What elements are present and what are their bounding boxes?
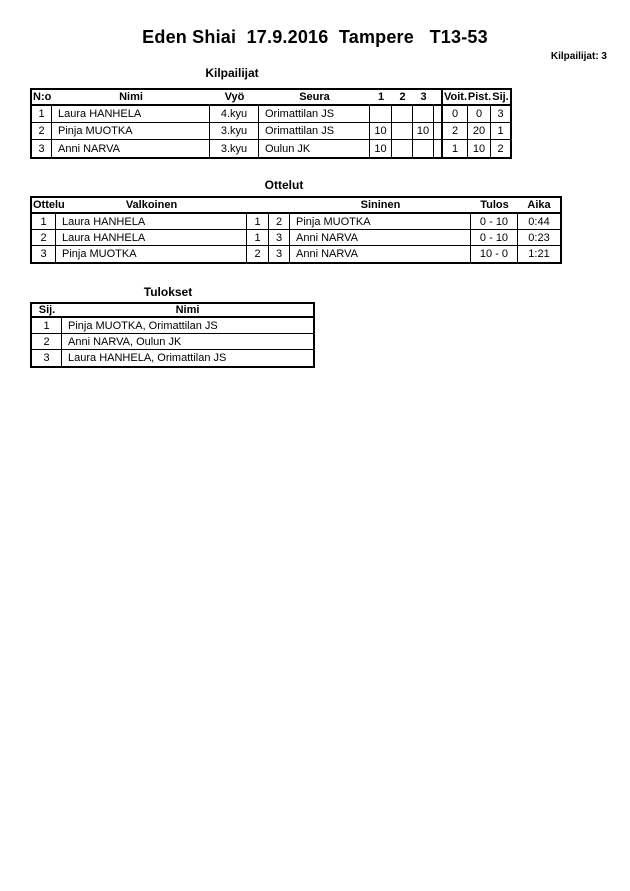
cell-club: Orimattilan JS	[259, 123, 370, 139]
cell-name: Pinja MUOTKA	[52, 123, 210, 139]
col-header-empty	[247, 198, 269, 212]
table-row	[32, 123, 510, 140]
col-header-round-2: 2	[399, 91, 406, 103]
cell-wins: 2	[441, 123, 468, 139]
table-row	[32, 318, 313, 334]
cell-club: Orimattilan JS	[259, 106, 370, 122]
matches-table	[30, 196, 562, 264]
col-header-wins: Voit.	[441, 90, 468, 104]
cell-round-3: 10	[413, 123, 434, 139]
table-row	[32, 230, 560, 246]
cell-round-1: 10	[370, 140, 392, 157]
table-row	[32, 214, 560, 230]
cell-match-no: 2	[32, 230, 56, 245]
col-header-result: Tulos	[480, 199, 509, 211]
section-title-matches: Ottelut	[264, 178, 304, 192]
table-row	[32, 350, 313, 366]
cell-wins: 0	[441, 106, 468, 122]
cell-white-no: 1	[247, 214, 269, 229]
col-header-place: Sij.	[492, 91, 509, 103]
cell-place: 1	[32, 318, 62, 333]
cell-round-3	[413, 140, 434, 157]
cell-round-2	[392, 123, 413, 139]
column-gap	[434, 90, 441, 104]
cell-name: Laura HANHELA, Orimattilan JS	[68, 352, 227, 364]
column-gap	[434, 106, 441, 122]
table-row	[32, 140, 510, 157]
cell-name: Anni NARVA	[52, 140, 210, 157]
cell-belt: 3.kyu	[210, 123, 259, 139]
col-header-name: Nimi	[175, 304, 200, 316]
col-header-match-no: Ottelu	[33, 199, 65, 211]
col-header-name: Nimi	[119, 91, 143, 103]
cell-white-no: 1	[247, 230, 269, 245]
cell-blue-no: 2	[269, 214, 290, 229]
col-header-no: N:o	[33, 91, 52, 103]
cell-blue-name: Pinja MUOTKA	[290, 214, 471, 229]
section-title-results: Tulokset	[143, 285, 193, 299]
table-header-row	[32, 198, 560, 214]
cell-points: 10	[468, 140, 491, 157]
col-header-club: Seura	[299, 91, 330, 103]
cell-name: Pinja MUOTKA, Orimattilan JS	[68, 319, 218, 332]
cell-name: Laura HANHELA	[52, 106, 210, 122]
column-gap	[434, 123, 441, 139]
cell-place: 3	[32, 350, 62, 366]
col-header-white: Valkoinen	[125, 199, 178, 211]
col-header-place: Sij.	[38, 304, 56, 316]
table-header-row	[32, 90, 510, 106]
cell-belt: 4.kyu	[210, 106, 259, 122]
col-header-blue: Sininen	[360, 199, 401, 211]
cell-points: 20	[468, 123, 491, 139]
competitors-count: Kilpailijat: 3	[550, 51, 607, 62]
col-header-belt: Vyö	[224, 91, 245, 103]
col-header-round-3: 3	[420, 91, 427, 103]
cell-name: Anni NARVA, Oulun JK	[68, 335, 182, 348]
cell-result: 10 - 0	[471, 246, 518, 262]
table-row	[32, 334, 313, 350]
column-gap	[434, 140, 441, 157]
cell-match-no: 1	[32, 214, 56, 229]
cell-no: 3	[32, 140, 52, 157]
cell-round-1	[370, 106, 392, 122]
cell-round-3	[413, 106, 434, 122]
cell-no: 1	[32, 106, 52, 122]
cell-place: 1	[497, 125, 504, 137]
cell-blue-no: 3	[269, 246, 290, 262]
cell-place: 2	[32, 334, 62, 349]
results-table	[30, 302, 315, 368]
cell-time: 0:23	[528, 231, 550, 244]
cell-blue-name: Anni NARVA	[290, 246, 471, 262]
cell-place: 3	[497, 108, 504, 120]
cell-round-1: 10	[370, 123, 392, 139]
page-title: Eden Shiai 17.9.2016 Tampere T13-53	[142, 27, 488, 47]
cell-club: Oulun JK	[259, 140, 370, 157]
table-row	[32, 246, 560, 262]
col-header-round-1: 1	[377, 91, 385, 103]
cell-round-2	[392, 140, 413, 157]
cell-time: 1:21	[528, 248, 550, 260]
cell-white-name: Laura HANHELA	[56, 214, 247, 229]
cell-round-2	[392, 106, 413, 122]
cell-blue-name: Anni NARVA	[290, 230, 471, 245]
cell-blue-no: 3	[269, 230, 290, 245]
cell-wins: 1	[441, 140, 468, 157]
cell-white-name: Laura HANHELA	[56, 230, 247, 245]
cell-white-name: Pinja MUOTKA	[56, 246, 247, 262]
section-title-competitors: Kilpailijat	[205, 66, 259, 80]
table-header-row	[32, 304, 313, 318]
cell-result: 0 - 10	[471, 230, 518, 245]
col-header-empty	[269, 198, 290, 212]
cell-match-no: 3	[32, 246, 56, 262]
cell-points: 0	[468, 106, 491, 122]
table-row	[32, 106, 510, 123]
cell-no: 2	[32, 123, 52, 139]
col-header-points: Pist.	[467, 91, 492, 103]
cell-result: 0 - 10	[471, 214, 518, 229]
cell-place: 2	[497, 142, 504, 155]
cell-time: 0:44	[528, 215, 550, 228]
col-header-time: Aika	[527, 199, 551, 211]
competitors-table	[30, 88, 512, 159]
cell-belt: 3.kyu	[210, 140, 259, 157]
cell-white-no: 2	[247, 246, 269, 262]
